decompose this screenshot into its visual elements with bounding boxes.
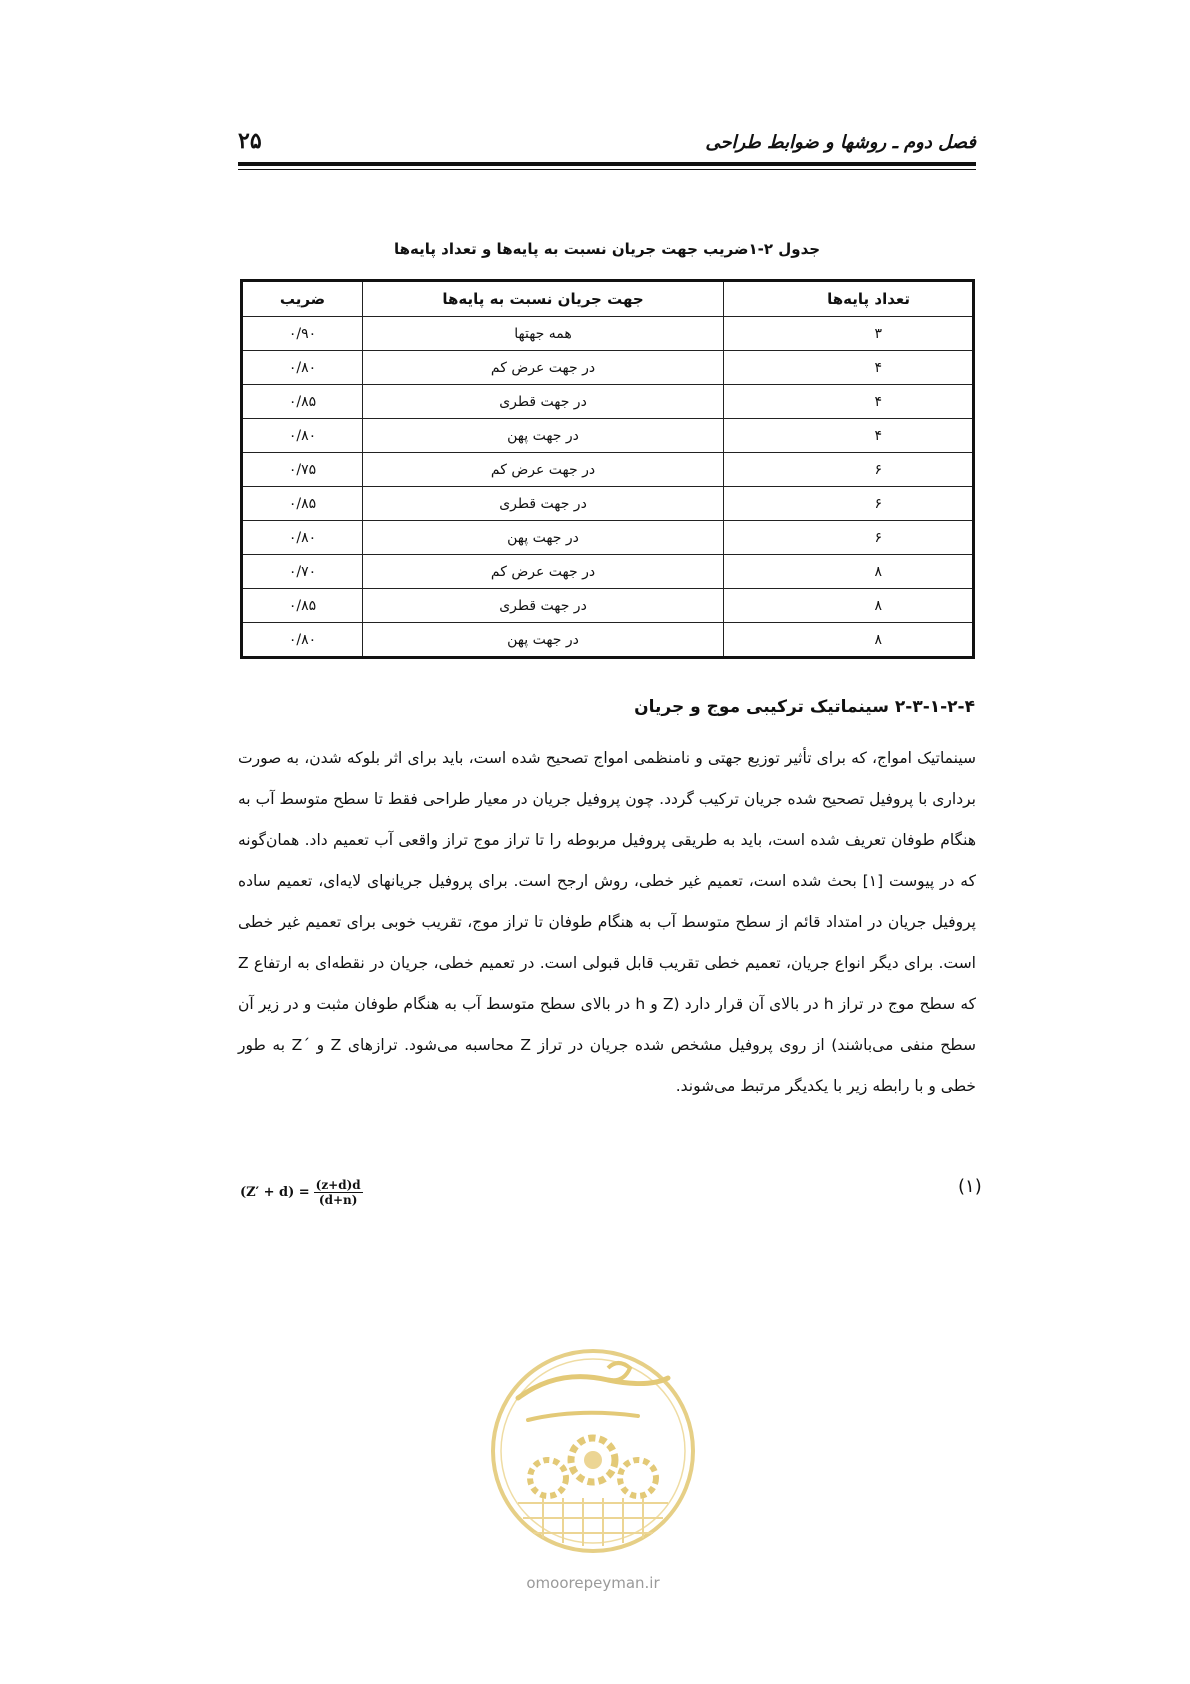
cell-direction: در جهت قطری (363, 385, 724, 419)
table-row (242, 385, 974, 419)
body-paragraph: سینماتیک امواج، که برای تأثیر توزیع جهتی و نامنظمی امواج تصحیح شده است، باید برای اثر بلوکه شدن، به صورت برداری با پروفیل تصحیح شده جریان ترکیب گردد. چون پروفیل جریان در معیار طراحی فقط تا سطح متوسط آب به هنگام طوفان تعریف شده است، باید به طریقی پروفیل مربوطه را تا تراز موج تراز واقعی آب تعمیم داد. همان‌گونه که در پیوست [۱] بحث شده است، تعمیم غیر خطی، روش ارجح است. برای پروفیل جریانهای لایه‌ای، تعمیم ساده پروفیل جریان در امتداد قائم از سطح متوسط آب به هنگام طوفان تا تراز موج، تقریب خوبی برای تعمیم غیر خطی است. برای دیگر انواع جریان، تعمیم خطی تقریب قابل قبولی است. در تعمیم خطی، جریان در نقطه‌ای به ارتفاع Z که سطح موج در تراز h در بالای آن قرار دارد (Z و h در بالای سطح متوسط آب به هنگام طوفان مثبت و در زیر آن سطح منفی می‌باشند) از روی پروفیل مشخص شده جریان در تراز Z محاسبه می‌شود. ترازهای Z و ´Z به طور خطی و با رابطه زیر با یکدیگر مرتبط می‌شوند. (238, 749, 977, 1095)
cell-coefficient: ۰/۸۰ (242, 521, 363, 555)
table-row (242, 521, 974, 555)
table-row (242, 419, 974, 453)
cell-coefficient: ۰/۸۵ (242, 487, 363, 521)
table-caption: جدول ۲-۱ضریب جهت جریان نسبت به پایه‌ها و تعداد پایه‌ها (393, 240, 821, 258)
equation-fraction (314, 1178, 363, 1207)
table-row (242, 487, 974, 521)
cell-direction: در جهت عرض کم (363, 453, 724, 487)
table-row (242, 555, 974, 589)
cell-direction: همه جهتها (363, 317, 724, 351)
cell-pile-count: ۴ (724, 351, 974, 385)
column-header-pile-count: تعداد پایه‌ها (724, 281, 974, 317)
cell-direction: در جهت پهن (363, 521, 724, 555)
cell-direction: در جهت پهن (363, 419, 724, 453)
cell-coefficient: ۰/۹۰ (242, 317, 363, 351)
cell-coefficient: ۰/۸۰ (242, 419, 363, 453)
cell-coefficient: ۰/۸۰ (242, 623, 363, 658)
equation-numerator: (z+d)d (315, 1178, 361, 1192)
table-row (242, 351, 974, 385)
cell-coefficient: ۰/۷۰ (242, 555, 363, 589)
table-header-row (242, 281, 974, 317)
cell-pile-count: ۴ (724, 419, 974, 453)
body-text (238, 738, 976, 1107)
cell-coefficient: ۰/۸۵ (242, 589, 363, 623)
cell-direction: در جهت قطری (363, 487, 724, 521)
cell-direction: در جهت عرض کم (363, 555, 724, 589)
cell-pile-count: ۶ (724, 453, 974, 487)
cell-pile-count: ۶ (724, 521, 974, 555)
page-number: ۲۵ (238, 128, 262, 154)
section-heading: ۲-۳-۱-۲-۴ سینماتیک ترکیبی موج و جریان (634, 697, 975, 717)
table-row (242, 623, 974, 658)
column-header-current-direction: جهت جریان نسبت به پایه‌ها (363, 281, 724, 317)
cell-coefficient: ۰/۸۰ (242, 351, 363, 385)
publisher-logo-icon (488, 1338, 698, 1564)
cell-coefficient: ۰/۸۵ (242, 385, 363, 419)
equation (240, 1178, 363, 1207)
equation-lhs: (Z′ + d) = (240, 1185, 310, 1200)
table-row (242, 317, 974, 351)
table-row (242, 589, 974, 623)
equation-number: (۱) (958, 1176, 982, 1197)
cell-pile-count: ۴ (724, 385, 974, 419)
cell-pile-count: ۸ (724, 623, 974, 658)
cell-pile-count: ۸ (724, 555, 974, 589)
cell-coefficient: ۰/۷۵ (242, 453, 363, 487)
equation-denominator: (d+n) (318, 1193, 358, 1207)
cell-direction: در جهت پهن (363, 623, 724, 658)
cell-direction: در جهت عرض کم (363, 351, 724, 385)
cell-direction: در جهت قطری (363, 589, 724, 623)
cell-pile-count: ۳ (724, 317, 974, 351)
watermark: omoorepeyman.ir (526, 1574, 660, 1592)
cell-pile-count: ۸ (724, 589, 974, 623)
header-rule-thin (238, 169, 976, 170)
coefficient-table (240, 279, 975, 659)
header-rule (238, 162, 976, 166)
table-row (242, 453, 974, 487)
chapter-title: فصل دوم ـ روشها و ضوابط طراحی (705, 132, 976, 153)
column-header-coefficient: ضریب (242, 281, 363, 317)
page-header (238, 118, 976, 160)
cell-pile-count: ۶ (724, 487, 974, 521)
